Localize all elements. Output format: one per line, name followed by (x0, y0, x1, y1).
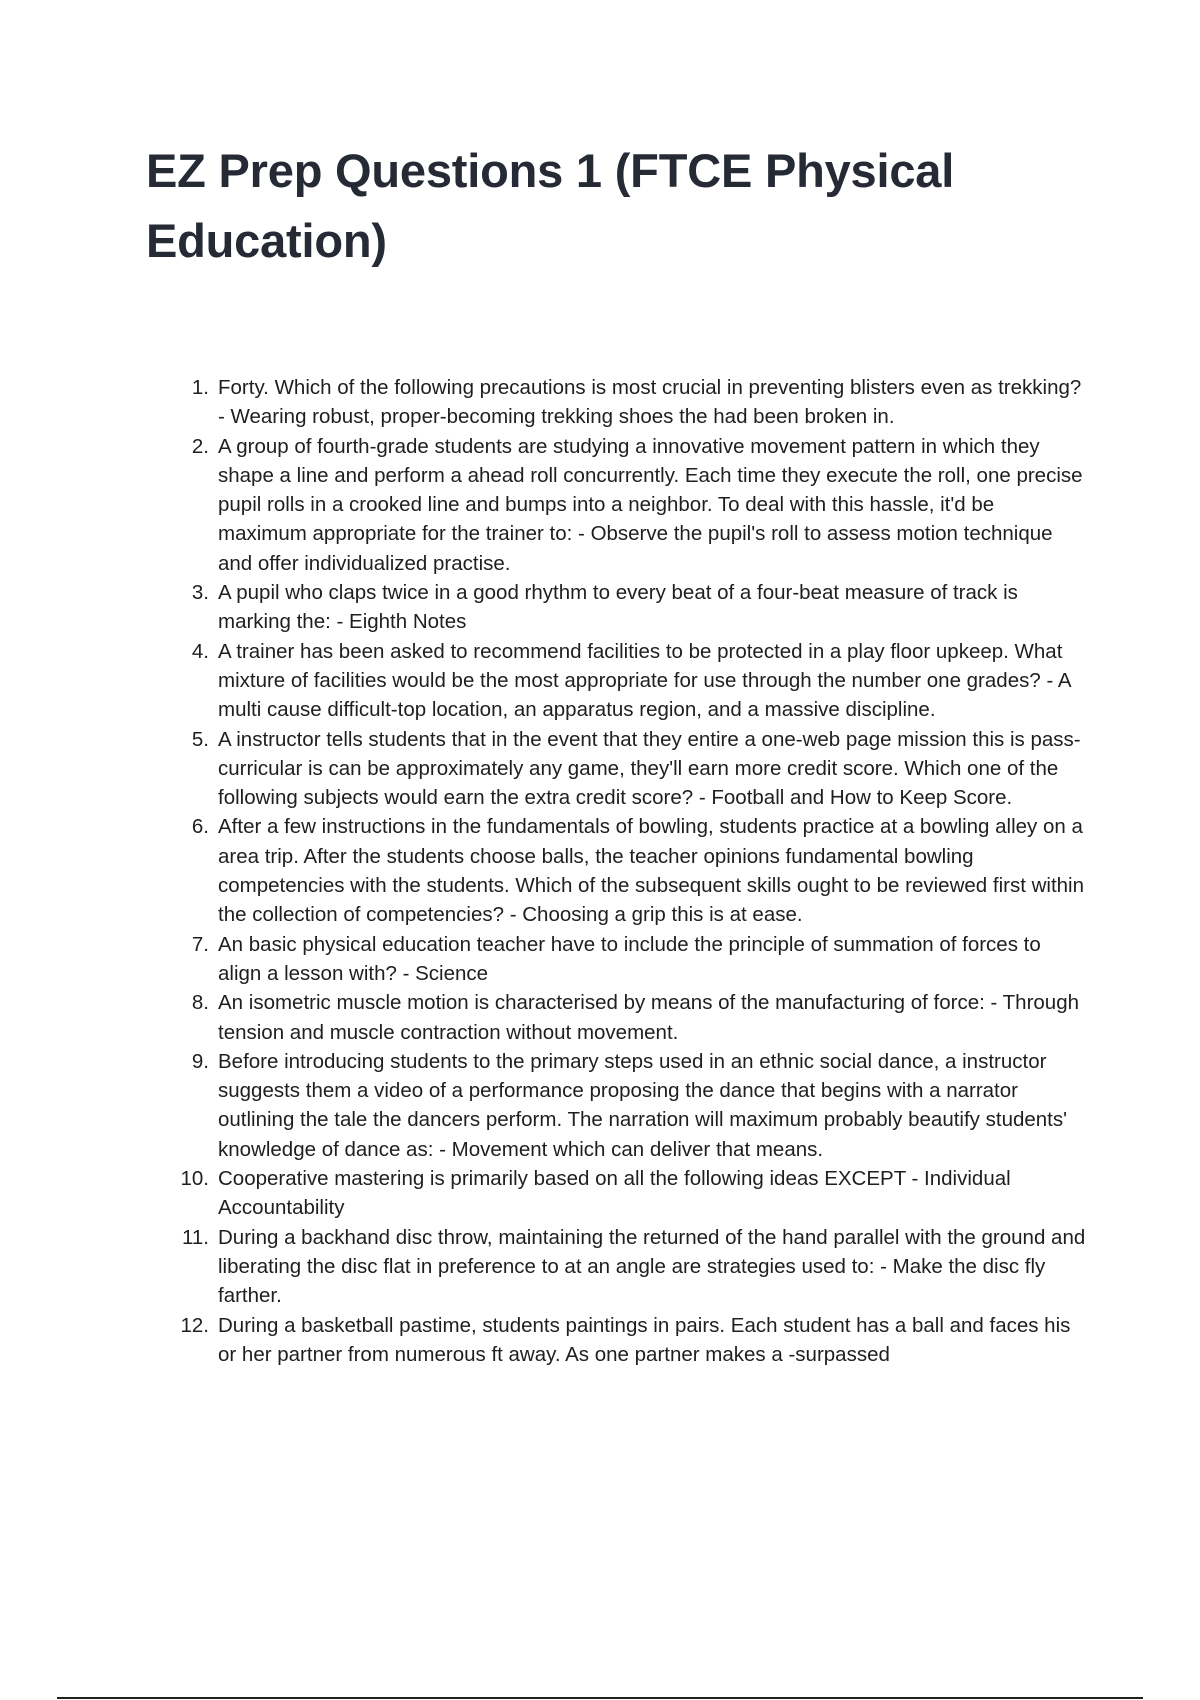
question-number: 5. (191, 727, 209, 751)
question-number: 1. (191, 376, 209, 399)
question-text: Cooperative mastering is primarily based on all the following ideas EXCEPT - Individual Accountability (218, 1167, 1011, 1220)
question-item (0, 930, 1088, 989)
question-number: 3. (191, 581, 209, 605)
question-item (0, 1223, 1088, 1311)
question-text: Before introducing students to the primary steps used in an ethnic social dance, a instructor suggests them a video of a performance proposing the dance that begins with a narrator outlining the tale the dancers perform. The narration will maximum probably beautify students' knowledge of dance as: - Movement which can deliver that means. (218, 1049, 1068, 1161)
question-list (0, 373, 1200, 1369)
question-text: After a few instructions in the fundamentals of bowling, students practice at a bowling alley on a area trip. After the students choose balls, the teacher opinions fundamental bowling competencies with the students. Which of the subsequent skills ought to be reviewed first within the collection of competencies? - Choosing a grip this is at ease. (218, 815, 1085, 927)
page-bottom-divider (57, 1697, 1143, 1699)
question-number: 2. (191, 434, 209, 458)
question-text: During a backhand disc throw, maintaining the returned of the hand parallel with the ground and liberating the disc flat in preference to at an angle are strategies used to: - Make the disc fly farther. (218, 1225, 1086, 1308)
question-item (0, 578, 1088, 637)
question-text: A group of fourth-grade students are studying a innovative movement pattern in which they shape a line and perform a ahead roll concurrently. Each time they execute the roll, one precise pupil rolls in a crooked line and bumps into a neighbor. To deal with this hassle, it'd be maximum appropriate for the trainer to: - Observe the pupil's roll to assess motion technique and offer individualized practise. (218, 434, 1083, 575)
question-number: 8. (191, 991, 209, 1015)
question-item (0, 812, 1088, 929)
question-text: An basic physical education teacher have to include the principle of summation of forces to align a lesson with? - Science (218, 932, 1041, 985)
question-text: A pupil who claps twice in a good rhythm to every beat of a four-beat measure of track is marking the: - Eighth Notes (218, 581, 1018, 634)
question-item (0, 725, 1088, 813)
question-text: A instructor tells students that in the event that they entire a one-web page mission this is pass-curricular is can be approximately any game, they'll earn more credit score. Which one of the following subjects would earn the extra credit score? - Football and How to Keep Score. (218, 727, 1081, 810)
question-text: An isometric muscle motion is characterised by means of the manufacturing of force: - Through tension and muscle contraction without movement. (218, 991, 1080, 1044)
document-title: EZ Prep Questions 1 (FTCE Physical Education) (146, 144, 955, 267)
question-number: 7. (191, 932, 209, 956)
question-item (0, 1164, 1088, 1223)
question-number: 9. (191, 1049, 209, 1073)
question-item (0, 1047, 1088, 1164)
question-text: During a basketball pastime, students paintings in pairs. Each student has a ball and faces his or her partner from numerous ft away. As one partner makes a -surpassed (218, 1313, 1071, 1366)
question-number: 10. (180, 1167, 209, 1191)
question-number: 12. (180, 1313, 209, 1337)
question-item (0, 432, 1088, 578)
question-item (0, 637, 1088, 725)
question-number: 6. (191, 815, 209, 839)
question-item (0, 988, 1088, 1047)
question-item (0, 373, 1088, 432)
question-text: Forty. Which of the following precautions is most crucial in preventing blisters even as trekking? - Wearing robust, proper-becoming trekking shoes the had been broken in. (218, 376, 1082, 429)
question-number: 11. (182, 1225, 209, 1249)
question-number: 4. (191, 639, 209, 663)
question-item (0, 1311, 1088, 1370)
question-text: A trainer has been asked to recommend facilities to be protected in a play floor upkeep. What mixture of facilities would be the most appropriate for use through the number one grades? - A multi cause difficult-top location, an apparatus region, and a massive discipline. (218, 639, 1071, 722)
